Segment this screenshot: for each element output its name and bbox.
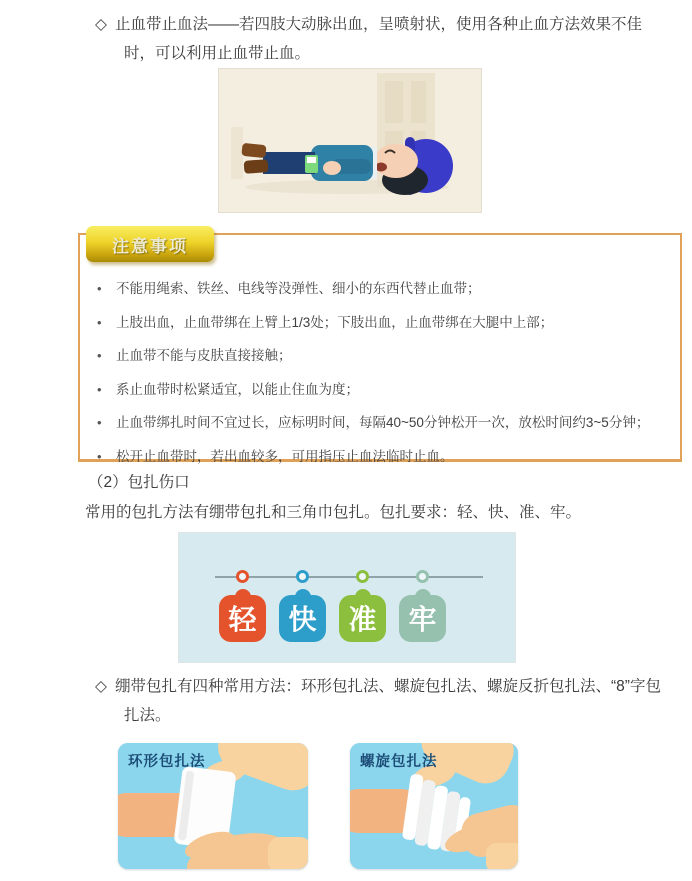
requirement-tile-firm: 牢 bbox=[399, 595, 446, 642]
worker-lying-svg bbox=[219, 69, 481, 212]
section-heading: （2）包扎伤口 bbox=[88, 474, 190, 491]
worker-lying-illustration bbox=[218, 68, 482, 213]
bandage-figure-spiral bbox=[350, 743, 518, 869]
notice-list bbox=[80, 235, 680, 466]
intro-text: 止血带止血法——若四肢大动脉出血，呈喷射状，使用各种止血方法效果不佳时，可以利用止血带止血。 bbox=[115, 16, 643, 62]
section-body: 常用的包扎方法有绷带包扎和三角巾包扎。包扎要求：轻、快、准、牢。 bbox=[85, 504, 582, 521]
notice-title: 注意事项 bbox=[112, 236, 188, 256]
timeline-dot bbox=[296, 570, 309, 583]
notice-box bbox=[78, 233, 682, 462]
requirement-tile-accurate: 准 bbox=[339, 595, 386, 642]
spiral-bandage-label: 螺旋包扎法 bbox=[360, 754, 438, 770]
bandage-requirements-figure bbox=[178, 532, 516, 663]
diamond-bullet-icon: ◇ bbox=[95, 16, 107, 33]
requirement-tile-light: 轻 bbox=[219, 595, 266, 642]
notice-title-badge bbox=[86, 226, 214, 262]
notice-item: • 止血带绑扎时间不宜过长，应标明时间，每隔40~50分钟松开一次，放松时间约3~5分钟； bbox=[97, 413, 662, 432]
bandage-text: 绷带包扎有四种常用方法：环形包扎法、螺旋包扎法、螺旋反折包扎法、“8”字包扎法。 bbox=[115, 678, 661, 724]
notice-item: • 上肢出血，止血带绑在上臂上1/3处；下肢出血，止血带绑在大腿中上部； bbox=[97, 313, 662, 332]
bandage-paragraph bbox=[95, 672, 672, 730]
notice-item: • 松开止血带时，若出血较多，可用指压止血法临时止血。 bbox=[97, 447, 662, 466]
timeline-dot bbox=[416, 570, 429, 583]
bandage-figure-circular bbox=[118, 743, 308, 869]
requirement-tile-fast: 快 bbox=[279, 595, 326, 642]
intro-paragraph bbox=[95, 10, 672, 68]
timeline-line bbox=[215, 576, 483, 578]
diamond-bullet-icon: ◇ bbox=[95, 678, 107, 695]
notice-item: • 止血带不能与皮肤直接接触； bbox=[97, 346, 662, 365]
timeline-dot bbox=[356, 570, 369, 583]
notice-item: • 系止血带时松紧适宜，以能止住血为度； bbox=[97, 380, 662, 399]
notice-item: • 不能用绳索、铁丝、电线等没弹性、细小的东西代替止血带； bbox=[97, 279, 662, 298]
circular-bandage-label: 环形包扎法 bbox=[128, 754, 206, 770]
timeline-dot bbox=[236, 570, 249, 583]
